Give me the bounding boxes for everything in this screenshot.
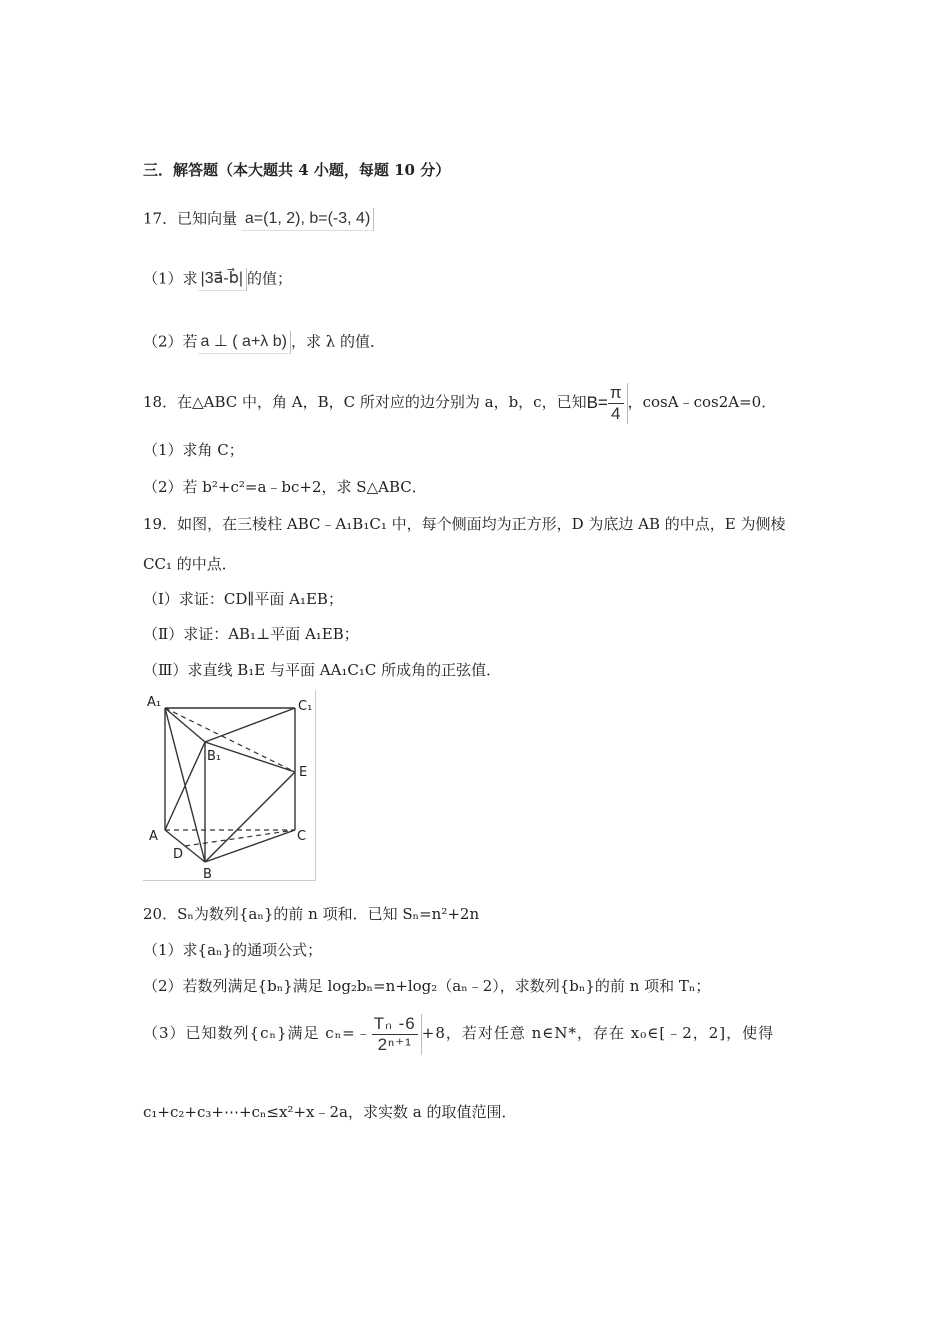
section-title: 三．解答题（本大题共 4 小题，每题 10 分） <box>143 161 451 179</box>
q17-stem-text: 17．已知向量 <box>143 209 238 228</box>
prism-figure <box>143 690 316 881</box>
q18-fraction <box>608 383 628 424</box>
q20-part2: （2）若数列满足{bₙ}满足 log₂bₙ=n+log₂（aₙ﹣2），求数列{bₙ}的前 n 项和 Tₙ； <box>143 977 711 995</box>
q18-frac-lhs: B= <box>586 393 608 412</box>
q19-part1: （Ⅰ）求证：CD∥平面 A₁EB； <box>143 590 343 608</box>
label-c: C <box>297 829 307 844</box>
q20-part3-post: +8，若对任意 n∈N*，存在 x₀∈[﹣2，2]，使得 <box>421 1024 775 1042</box>
q20-part3-pre: （3）已知数列{cₙ}满足 cₙ=﹣ <box>143 1024 372 1042</box>
label-d: D <box>173 847 184 862</box>
edge-a-b1 <box>165 742 205 830</box>
q20-frac-den: 2ⁿ⁺¹ <box>377 1034 412 1054</box>
q17-part1-post: 的值； <box>247 269 293 288</box>
q18-stem-post: ，cosA﹣cos2A=0． <box>627 393 777 411</box>
q20-stem: 20．Sₙ为数列{aₙ}的前 n 项和．已知 Sₙ=n²+2n <box>143 905 480 923</box>
q17-stem <box>143 208 374 231</box>
label-a: A <box>149 829 158 844</box>
q17-part1 <box>143 268 292 291</box>
label-e: E <box>299 765 308 780</box>
label-b1: B₁ <box>207 749 222 764</box>
q18-stem <box>143 382 776 424</box>
q19-part3: （Ⅲ）求直线 B₁E 与平面 AA₁C₁C 所成角的正弦值． <box>143 661 502 679</box>
dashed-a1-e <box>165 708 295 772</box>
label-b: B <box>203 867 212 880</box>
q19-stem-line2: CC₁ 的中点． <box>143 555 237 573</box>
q18-frac-num: π <box>609 382 622 402</box>
q19-part2: （Ⅱ）求证：AB₁⊥平面 A₁EB； <box>143 625 359 643</box>
q20-part3-fraction <box>372 1014 422 1055</box>
edge-b1-c1 <box>205 708 295 742</box>
q17-part2-pre: （2）若 <box>143 332 198 351</box>
q17-part2-formula: a ⊥ ( a+λ b) <box>198 331 291 354</box>
edge-b-e <box>205 772 295 862</box>
q18-part2: （2）若 b²+c²=a﹣bc+2，求 S△ABC． <box>143 478 427 496</box>
label-a1: A₁ <box>147 695 162 710</box>
dashed-d-c <box>185 830 295 846</box>
q18-part1: （1）求角 C； <box>143 441 244 459</box>
q17-part1-formula: |3a⃗-b⃗| <box>198 268 248 291</box>
q17-part1-pre: （1）求 <box>143 269 198 288</box>
label-c1: C₁ <box>298 699 313 714</box>
q17-part2 <box>143 331 385 354</box>
q20-frac-num: Tₙ -6 <box>373 1013 416 1033</box>
edge-b-c <box>205 830 295 862</box>
q20-part3 <box>143 1010 774 1056</box>
q18-stem-pre: 18．在△ABC 中，角 A，B，C 所对应的边分别为 a，b，c，已知 <box>143 393 587 411</box>
prism-diagram <box>143 690 315 880</box>
q17-vectors-formula: a=(1, 2), b=(-3, 4) <box>242 208 374 231</box>
q19-stem-line1: 19．如图，在三棱柱 ABC﹣A₁B₁C₁ 中，每个侧面均为正方形，D 为底边 AB 的中点，E 为侧棱 <box>143 515 786 533</box>
q18-frac-den: 4 <box>611 403 621 423</box>
q20-part3-cont: c₁+c₂+c₃+⋯+cₙ≤x²+x﹣2a，求实数 a 的取值范围． <box>143 1103 517 1121</box>
q20-part1: （1）求{aₙ}的通项公式； <box>143 941 323 959</box>
q17-part2-post: ，求 λ 的值． <box>290 332 386 351</box>
